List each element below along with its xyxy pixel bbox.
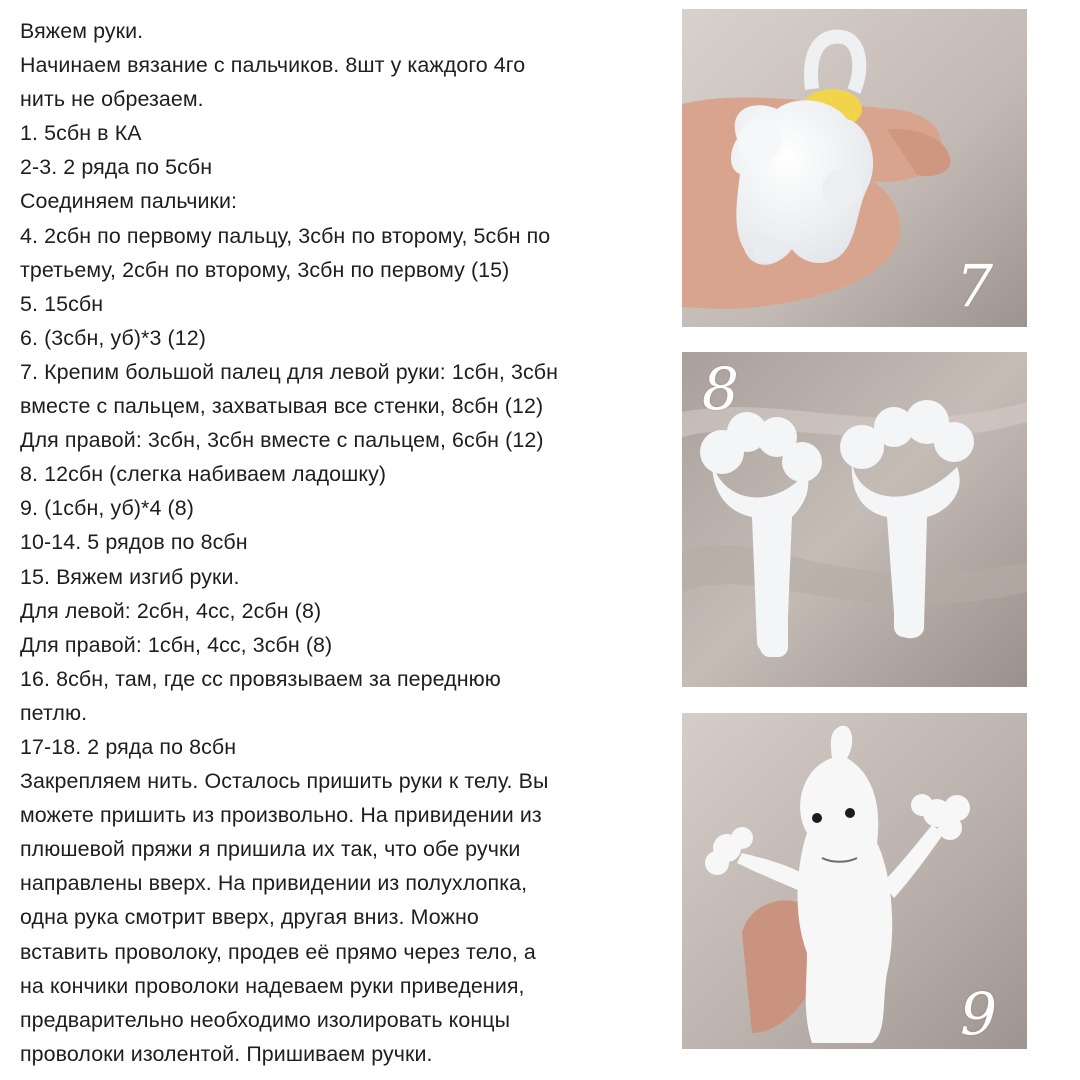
text-line: Соединяем пальчики: xyxy=(20,189,238,214)
step-number: 8 xyxy=(702,355,739,423)
text-line: нить не обрезаем. xyxy=(20,87,204,112)
text-line: петлю. xyxy=(20,700,88,725)
text-line: предварительно необходимо изолировать концы xyxy=(20,1007,511,1032)
text-line: 9. (1сбн, уб)*4 (8) xyxy=(20,496,194,521)
text-line: Для левой: 2сбн, 4сс, 2сбн (8) xyxy=(20,598,322,623)
text-line: Вяжем руки. xyxy=(20,19,144,43)
text-line: третьему, 2сбн по второму, 3сбн по первому (15) xyxy=(20,257,510,282)
text-line: проволоки изолентой. Пришиваем ручки. xyxy=(20,1041,433,1066)
text-line: Закрепляем нить. Осталось пришить руки к телу. Вы xyxy=(20,769,549,794)
text-line: вставить проволоку, продев её прямо через тело, а xyxy=(20,939,536,964)
text-line: 7. Крепим большой палец для левой руки: 1сбн, 3сбн xyxy=(20,359,559,384)
instructions-text xyxy=(20,14,670,1071)
step-number: 9 xyxy=(960,980,997,1048)
text-line: 15. Вяжем изгиб руки. xyxy=(20,564,240,589)
text-line: направлены вверх. На привидении из полухлопка, xyxy=(20,871,528,896)
text-line: на кончики проволоки надеваем руки приведения, xyxy=(20,973,525,998)
text-line: Начинаем вязание с пальчиков. 8шт у каждого 4го xyxy=(20,53,526,78)
text-line: 16. 8сбн, там, где сс провязываем за переднюю xyxy=(20,666,501,691)
text-line: вместе с пальцем, захватывая все стенки, 8сбн (12) xyxy=(20,394,544,419)
photo-step-8 xyxy=(682,352,1027,687)
text-line: Для правой: 1сбн, 4сс, 3сбн (8) xyxy=(20,632,333,657)
text-line: одна рука смотрит вверх, другая вниз. Можно xyxy=(20,905,479,930)
text-line: 6. (3сбн, уб)*3 (12) xyxy=(20,325,206,350)
text-line: 1. 5сбн в КА xyxy=(20,121,142,146)
text-line: 8. 12сбн (слегка набиваем ладошку) xyxy=(20,462,387,487)
text-line: 4. 2сбн по первому пальцу, 3сбн по второму, 5сбн по xyxy=(20,223,551,248)
text-line: можете пришить из произвольно. На привидении из xyxy=(20,803,542,828)
text-line: плюшевой пряжи я пришила их так, что обе ручки xyxy=(20,837,521,862)
text-line: 17-18. 2 ряда по 8сбн xyxy=(20,734,237,759)
text-line: 2-3. 2 ряда по 5сбн xyxy=(20,155,213,180)
text-line: 10-14. 5 рядов по 8сбн xyxy=(20,530,248,555)
step-number: 7 xyxy=(956,252,993,320)
text-line: Для правой: 3сбн, 3сбн вместе с пальцем, 6сбн (12) xyxy=(20,428,544,453)
text-line: 5. 15сбн xyxy=(20,291,104,316)
photo-step-7 xyxy=(682,9,1027,327)
photo-step-9 xyxy=(682,713,1027,1049)
